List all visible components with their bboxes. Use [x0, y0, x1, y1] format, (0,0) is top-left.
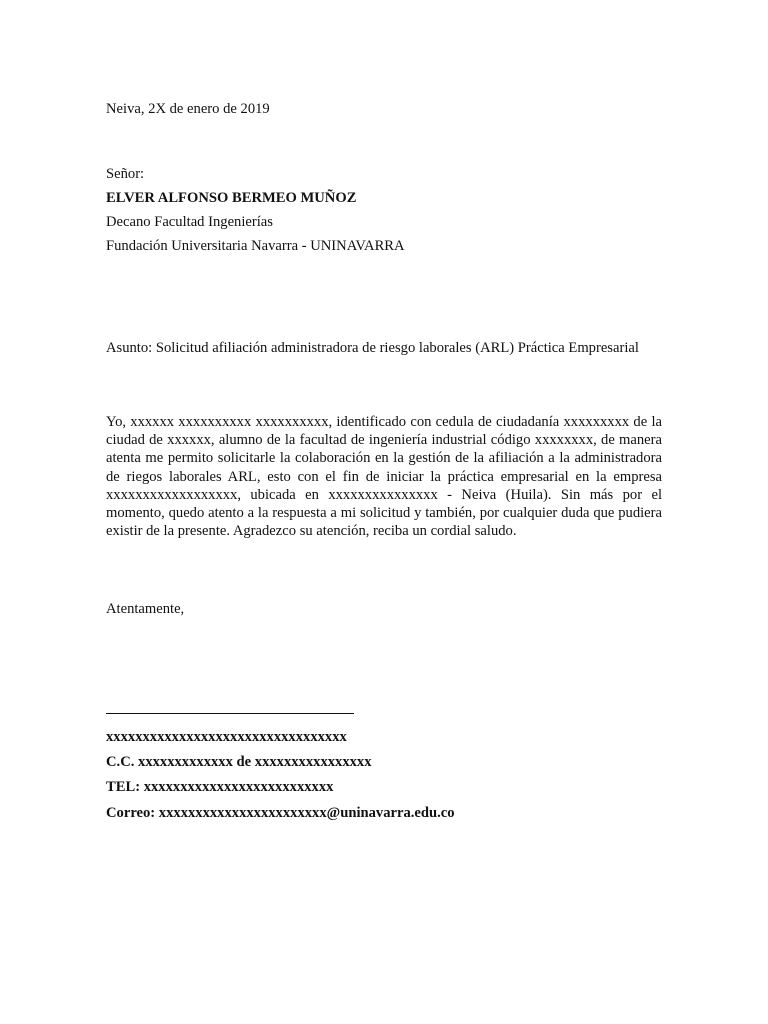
signer-id: C.C. xxxxxxxxxxxxx de xxxxxxxxxxxxxxxx	[106, 754, 372, 770]
signer-name: xxxxxxxxxxxxxxxxxxxxxxxxxxxxxxxxx	[106, 729, 347, 745]
signer-phone: TEL: xxxxxxxxxxxxxxxxxxxxxxxxxx	[106, 779, 334, 795]
recipient-organization: Fundación Universitaria Navarra - UNINAVARRA	[106, 238, 405, 254]
recipient-title: Decano Facultad Ingenierías	[106, 214, 273, 230]
letter-body: Yo, xxxxxx xxxxxxxxxx xxxxxxxxxx, identificado con cedula de ciudadanía xxxxxxxxx de la ciudad de xxxxxx, alumno de la facultad de ingeniería industrial código xxxxxxxx, de manera atenta me permito solicitarle la colaboración en la gestión de la afiliación a la administradora de riegos laborales ARL, esto con el fin de iniciar la práctica empresarial en la empresa xxxxxxxxxxxxxxxxxx, ubicada en xxxxxxxxxxxxxxx - Neiva (Huila). Sin más por el momento, quedo atento a la respuesta a mi solicitud y también, por cualquier duda que pudiera existir de la presente. Agradezco su atención, reciba un cordial saludo.	[106, 414, 662, 540]
subject-line: Asunto: Solicitud afiliación administradora de riesgo laborales (ARL) Práctica Empresarial	[106, 340, 639, 356]
signature-line	[106, 713, 354, 714]
signer-email: Correo: xxxxxxxxxxxxxxxxxxxxxxx@uninavarra.edu.co	[106, 805, 455, 821]
salutation: Señor:	[106, 166, 145, 182]
date-line: Neiva, 2X de enero de 2019	[106, 101, 270, 117]
recipient-name: ELVER ALFONSO BERMEO MUÑOZ	[106, 190, 357, 206]
closing: Atentamente,	[106, 601, 185, 617]
